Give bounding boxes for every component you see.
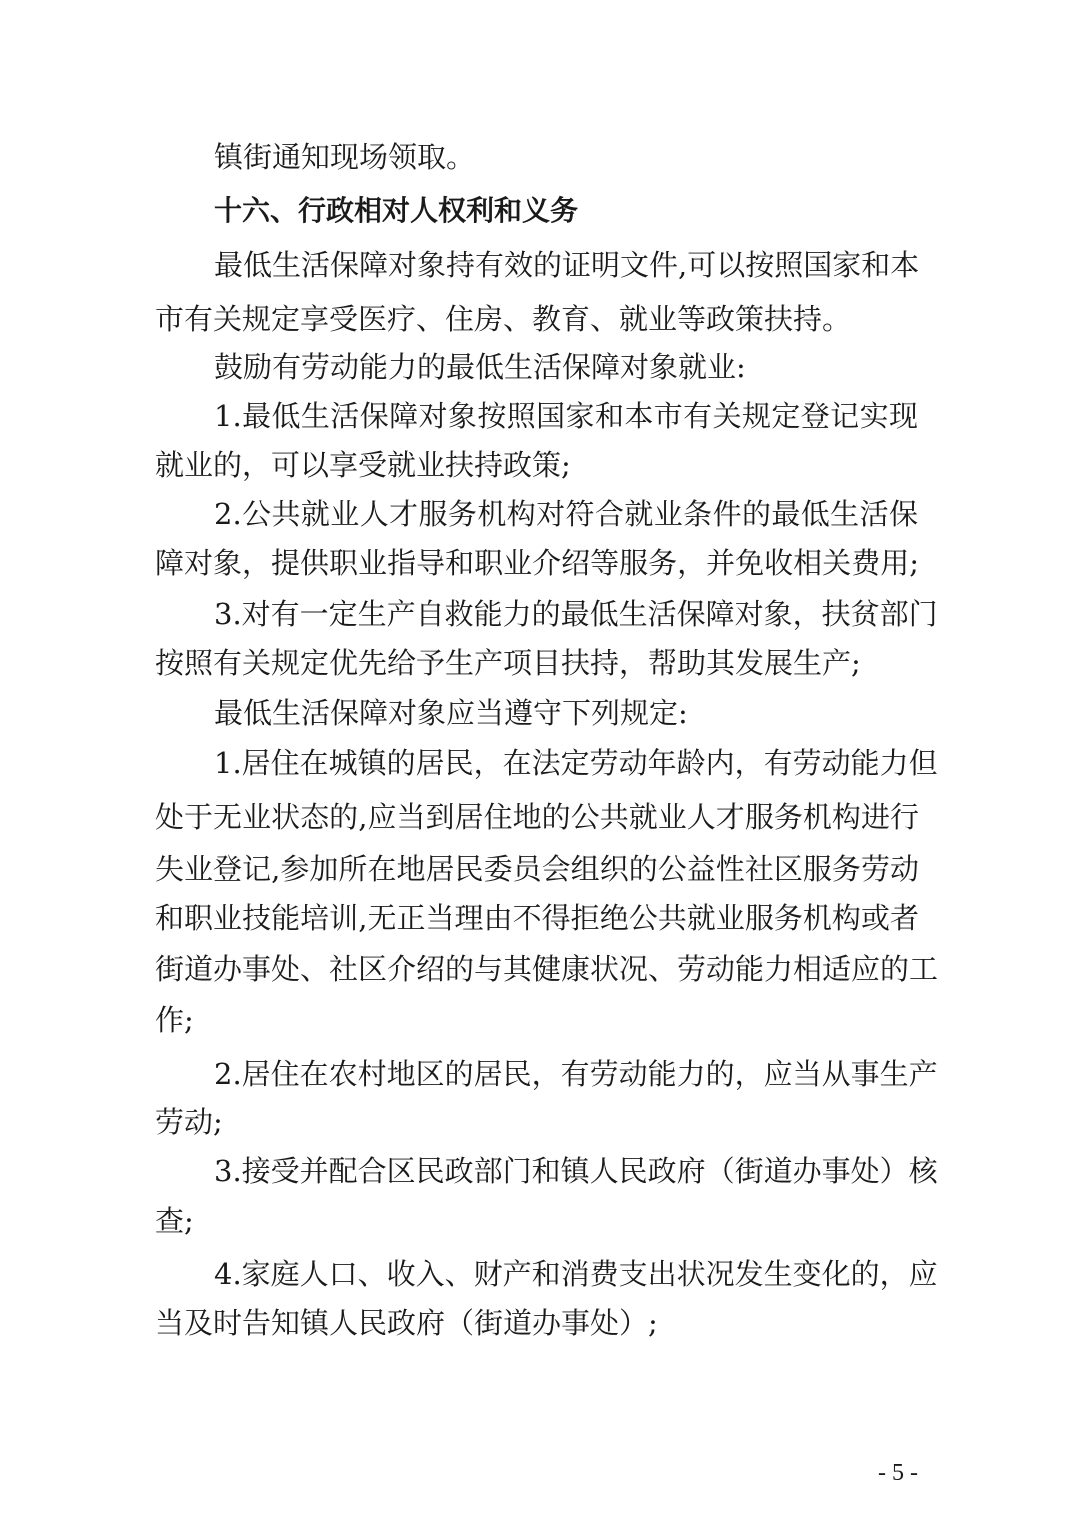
list-item-line: 3.接受并配合区民政部门和镇人民政府（街道办事处）核 xyxy=(214,1154,938,1188)
list-item-line: 按照有关规定优先给予生产项目扶持，帮助其发展生产; xyxy=(155,646,861,680)
list-item-line: 查; xyxy=(155,1204,194,1238)
list-item-line: 街道办事处、社区介绍的与其健康状况、劳动能力相适应的工 xyxy=(155,952,939,986)
list-item-line: 劳动; xyxy=(155,1105,223,1139)
list-item-line: 失业登记,参加所在地居民委员会组织的公益性社区服务劳动 xyxy=(155,852,919,886)
list-item-line: 2.公共就业人才服务机构对符合就业条件的最低生活保 xyxy=(214,497,918,531)
list-item-line: 2.居住在农村地区的居民，有劳动能力的，应当从事生产 xyxy=(214,1057,938,1091)
section-heading: 十六、行政相对人权利和义务 xyxy=(214,194,579,227)
page-number: - 5 - xyxy=(878,1460,918,1486)
list-item-line: 1.居住在城镇的居民，在法定劳动年龄内，有劳动能力但 xyxy=(214,746,938,780)
list-item-line: 就业的，可以享受就业扶持政策; xyxy=(155,448,571,482)
list-item-line: 障对象，提供职业指导和职业介绍等服务，并免收相关费用; xyxy=(155,546,919,580)
list-item-line: 作; xyxy=(155,1003,194,1037)
list-item-line: 处于无业状态的,应当到居住地的公共就业人才服务机构进行 xyxy=(155,800,919,834)
text-line: 市有关规定享受医疗、住房、教育、就业等政策扶持。 xyxy=(155,302,852,336)
list-item-line: 3.对有一定生产自救能力的最低生活保障对象，扶贫部门 xyxy=(214,597,938,631)
text-line: 最低生活保障对象持有效的证明文件,可以按照国家和本 xyxy=(214,248,920,282)
list-item-line: 和职业技能培训,无正当理由不得拒绝公共就业服务机构或者 xyxy=(155,901,919,935)
text-line: 鼓励有劳动能力的最低生活保障对象就业: xyxy=(214,350,746,384)
text-line: 最低生活保障对象应当遵守下列规定: xyxy=(214,696,688,730)
list-item-line: 4.家庭人口、收入、财产和消费支出状况发生变化的，应 xyxy=(214,1257,938,1291)
text-line: 镇街通知现场领取。 xyxy=(214,140,476,174)
list-item-line: 1.最低生活保障对象按照国家和本市有关规定登记实现 xyxy=(214,399,918,433)
list-item-line: 当及时告知镇人民政府（街道办事处）; xyxy=(155,1306,658,1340)
